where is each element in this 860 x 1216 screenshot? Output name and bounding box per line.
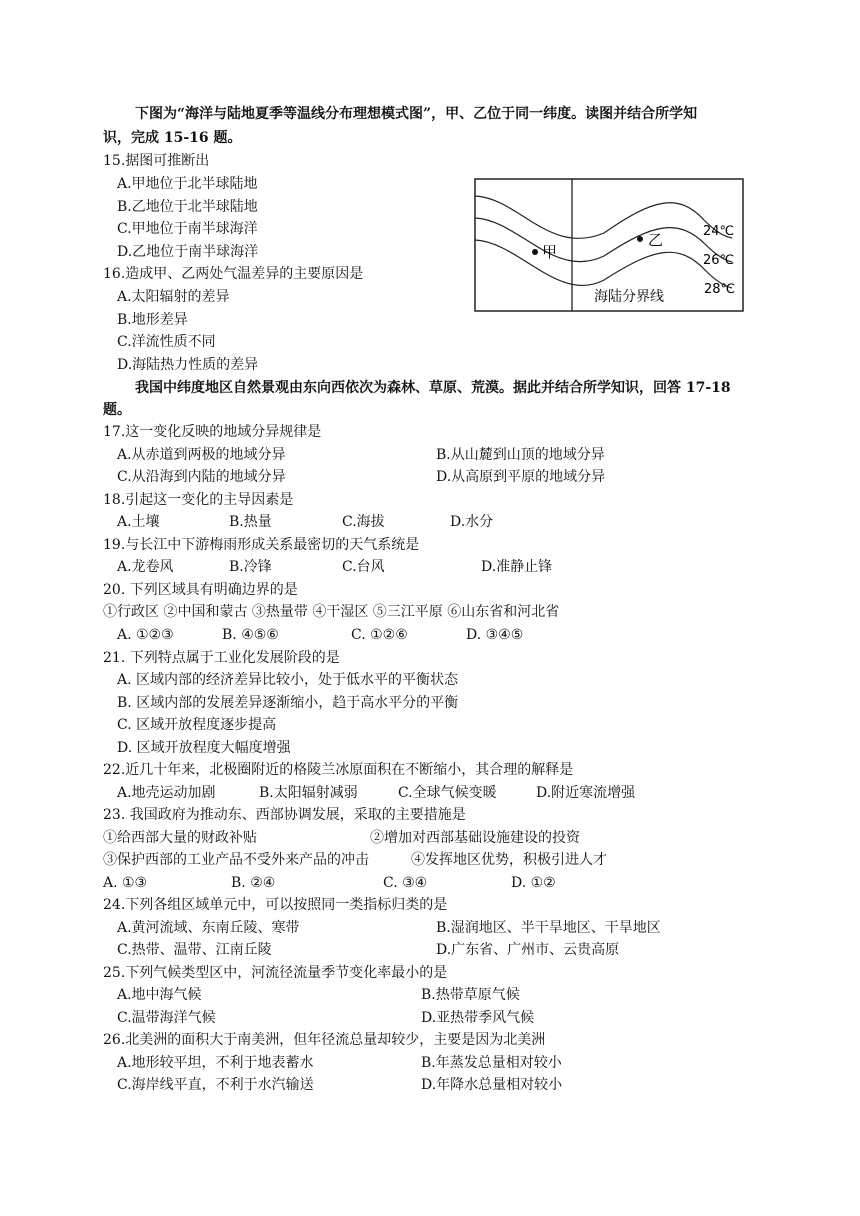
q25-option-a: A.地中海气候 [117, 987, 202, 1003]
q21-option-a: A. 区域内部的经济差异比较小，处于低水平的平衡状态 [117, 672, 459, 688]
q19-option-b: B.冷锋 [229, 559, 272, 575]
q16-option-a: A.太阳辐射的差异 [117, 289, 230, 305]
q18-option-d: D.水分 [450, 514, 494, 530]
q25-option-b: B.热带草原气候 [421, 987, 520, 1003]
q25-stem: 25.下列气候类型区中，河流径流量季节变化率最小的是 [103, 965, 448, 981]
q22-option-a: A.地壳运动加剧 [117, 785, 216, 801]
q22-option-b: B.太阳辐射减弱 [259, 785, 358, 801]
q22-option-d: D.附近寒流增强 [536, 785, 636, 801]
q15-stem: 15.据图可推断出 [103, 153, 210, 169]
q19-option-c: C.台风 [342, 559, 385, 575]
q23-item-2: ②增加对西部基础设施建设的投资 [370, 830, 580, 846]
q17-option-b: B.从山麓到山顶的地域分异 [436, 447, 605, 463]
point-jia [532, 249, 538, 255]
q25-option-c: C.温带海洋气候 [117, 1010, 216, 1026]
q23-stem: 23. 我国政府为推动东、西部协调发展，采取的主要措施是 [103, 807, 466, 823]
label-26c: 26℃ [703, 253, 735, 268]
q20-option-b: B. ④⑤⑥ [222, 627, 279, 643]
q23-item-3: ③保护西部的工业产品不受外来产品的冲击 [103, 852, 369, 868]
q17-option-d: D.从高原到平原的地域分异 [436, 469, 606, 485]
q26-stem: 26.北美洲的面积大于南美洲，但年径流总量却较少，主要是因为北美洲 [103, 1032, 546, 1048]
q20-option-a: A. ①②③ [117, 627, 174, 643]
q21-stem: 21. 下列特点属于工业化发展阶段的是 [103, 650, 340, 666]
label-28c: 28℃ [704, 282, 736, 297]
q17-option-c: C.从沿海到内陆的地域分异 [117, 469, 286, 485]
q18-option-c: C.海拔 [342, 514, 385, 530]
isotherm-diagram [474, 178, 746, 316]
q15-option-d: D.乙地位于南半球海洋 [117, 244, 259, 260]
q19-option-d: D.准静止锋 [481, 559, 553, 575]
q15-option-c: C.甲地位于南半球海洋 [117, 221, 258, 237]
q24-option-b: B.湿润地区、半干旱地区、干旱地区 [436, 920, 661, 936]
label-24c: 24℃ [703, 224, 735, 239]
q23-item-4: ④发挥地区优势，积极引进人才 [411, 852, 607, 868]
q17-option-a: A.从赤道到两极的地域分异 [117, 447, 286, 463]
q24-option-c: C.热带、温带、江南丘陵 [117, 942, 272, 958]
q19-option-a: A.龙卷风 [117, 559, 174, 575]
q23-option-c: C. ③④ [383, 875, 428, 891]
label-jia: 甲 [542, 243, 558, 261]
q23-item-1: ①给西部大量的财政补贴 [103, 830, 257, 846]
q22-stem: 22.近几十年来，北极圈附近的格陵兰冰原面积在不断缩小，其合理的解释是 [103, 762, 574, 778]
q18-stem: 18.引起这一变化的主导因素是 [103, 492, 294, 508]
q26-option-c: C.海岸线平直，不利于水汽输送 [117, 1077, 314, 1093]
q23-option-a: A. ①③ [103, 875, 148, 891]
q18-option-a: A.土壤 [117, 514, 160, 530]
q20-stem: 20. 下列区域具有明确边界的是 [103, 582, 298, 598]
intro1-line2: 识，完成 15-16 题。 [103, 130, 242, 146]
label-boundary: 海陆分界线 [594, 289, 664, 305]
label-yi: 乙 [648, 231, 664, 249]
q20-option-d: D. ③④⑤ [466, 627, 524, 643]
q21-option-c: C. 区域开放程度逐步提高 [117, 717, 277, 733]
q23-option-d: D. ①② [511, 875, 556, 891]
intro2-line1: 我国中纬度地区自然景观由东向西依次为森林、草原、荒漠。据此并结合所学知识，回答 17-18 [135, 380, 731, 396]
point-yi [637, 236, 643, 242]
q25-option-d: D.亚热带季风气候 [421, 1010, 535, 1026]
q16-stem: 16.造成甲、乙两处气温差异的主要原因是 [103, 266, 364, 282]
q21-option-d: D. 区域开放程度大幅度增强 [117, 740, 291, 756]
q16-option-b: B.地形差异 [117, 312, 188, 328]
intro2-line2: 题。 [103, 402, 131, 418]
q24-option-d: D.广东省、广州市、云贵高原 [436, 942, 620, 958]
q16-option-d: D.海陆热力性质的差异 [117, 357, 259, 373]
q17-stem: 17.这一变化反映的地域分异规律是 [103, 424, 322, 440]
q20-items: ①行政区 ②中国和蒙古 ③热量带 ④干湿区 ⑤三江平原 ⑥山东省和河北省 [103, 604, 560, 620]
intro1-line1: 下图为“海洋与陆地夏季等温线分布理想模式图”，甲、乙位于同一纬度。读图并结合所学知 [135, 106, 698, 122]
q21-option-b: B. 区域内部的发展差异逐渐缩小，趋于高水平分的平衡 [117, 695, 459, 711]
q23-option-b: B. ②④ [231, 875, 276, 891]
q16-option-c: C.洋流性质不同 [117, 334, 216, 350]
q15-option-b: B.乙地位于北半球陆地 [117, 199, 258, 215]
q24-stem: 24.下列各组区域单元中，可以按照同一类指标归类的是 [103, 897, 448, 913]
isotherm-figure [474, 178, 746, 316]
q19-stem: 19.与长江中下游梅雨形成关系最密切的天气系统是 [103, 537, 420, 553]
q26-option-a: A.地形较平坦，不利于地表蓄水 [117, 1055, 314, 1071]
q20-option-c: C. ①②⑥ [351, 627, 408, 643]
q15-option-a: A.甲地位于北半球陆地 [117, 176, 258, 192]
q18-option-b: B.热量 [229, 514, 272, 530]
q24-option-a: A.黄河流域、东南丘陵、寒带 [117, 920, 300, 936]
q26-option-b: B.年蒸发总量相对较小 [421, 1055, 562, 1071]
q26-option-d: D.年降水总量相对较小 [421, 1077, 563, 1093]
q22-option-c: C.全球气候变暖 [398, 785, 497, 801]
